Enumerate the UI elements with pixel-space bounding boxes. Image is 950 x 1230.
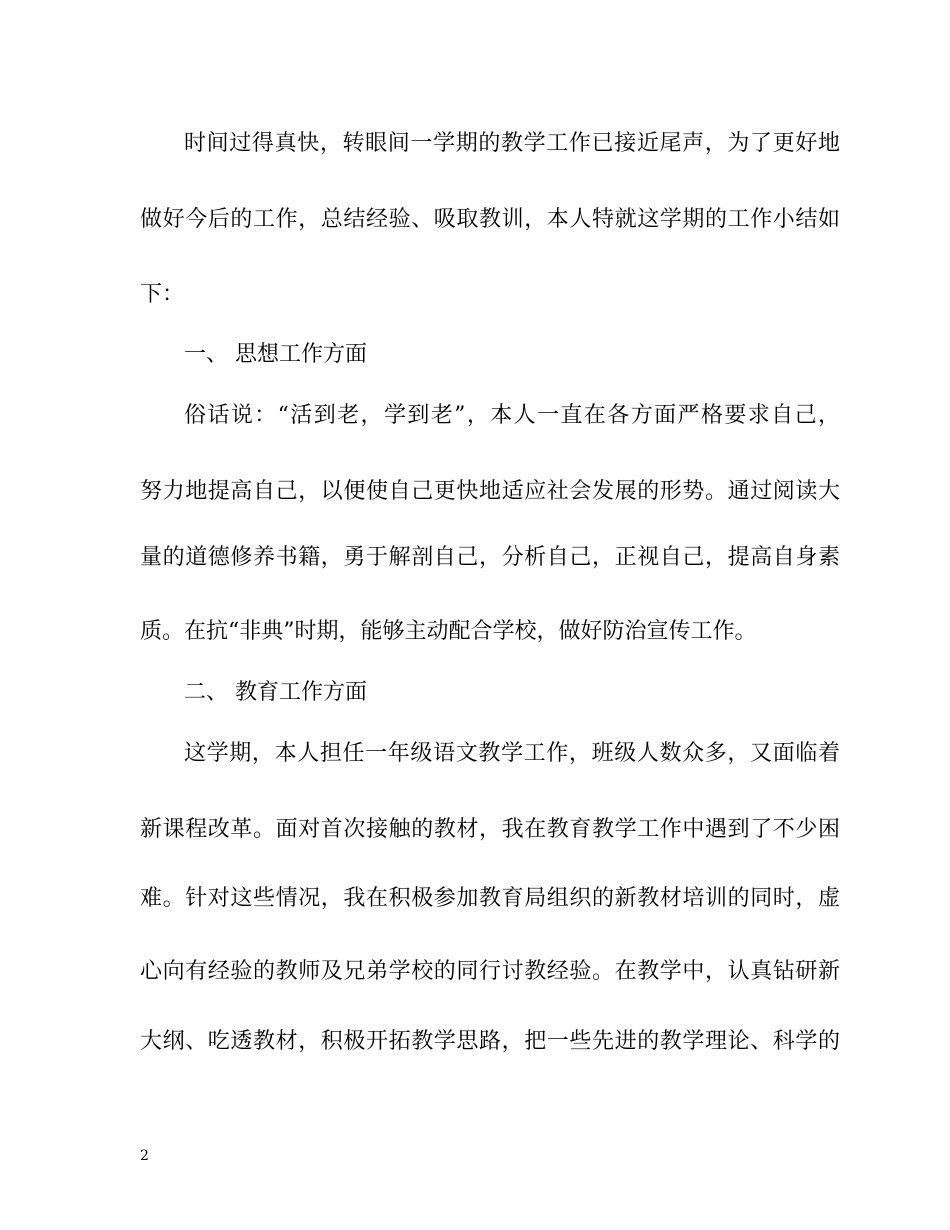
paragraph-line: 时间过得真快，转眼间一学期的教学工作已接近尾声，为了更好地 xyxy=(184,131,840,156)
paragraph-line: 难。针对这些情况，我在积极参加教育局组织的新教材培训的同时，虚 xyxy=(140,886,840,911)
paragraph-line: 努力地提高自己，以便使自己更快地适应社会发展的形势。通过阅读大 xyxy=(140,479,840,504)
paragraph-line: 心向有经验的教师及兄弟学校的同行讨教经验。在教学中，认真钻研新 xyxy=(140,959,840,984)
paragraph-line: 俗话说：“活到老，学到老”，本人一直在各方面严格要求自己， xyxy=(184,403,840,428)
paragraph-line: 新课程改革。面对首次接触的教材，我在教育教学工作中遇到了不少困 xyxy=(140,817,840,842)
paragraph-line: 质。在抗“非典”时期，能够主动配合学校，做好防治宣传工作。 xyxy=(140,619,757,644)
section-heading: 一、 思想工作方面 xyxy=(184,342,367,367)
paragraph-line: 量的道德修养书籍，勇于解剖自己，分析自己，正视自己，提高自身素 xyxy=(140,545,840,570)
paragraph-line: 下： xyxy=(140,282,185,307)
paragraph-line: 做好今后的工作，总结经验、吸取教训，本人特就这学期的工作小结如 xyxy=(140,207,840,232)
section-heading: 二、 教育工作方面 xyxy=(184,680,367,705)
paragraph-line: 大纲、吃透教材，积极开拓教学思路，把一些先进的教学理论、科学的 xyxy=(140,1029,840,1054)
page-number: 2 xyxy=(140,1148,149,1164)
paragraph-line: 这学期，本人担任一年级语文教学工作，班级人数众多，又面临着 xyxy=(184,741,840,766)
